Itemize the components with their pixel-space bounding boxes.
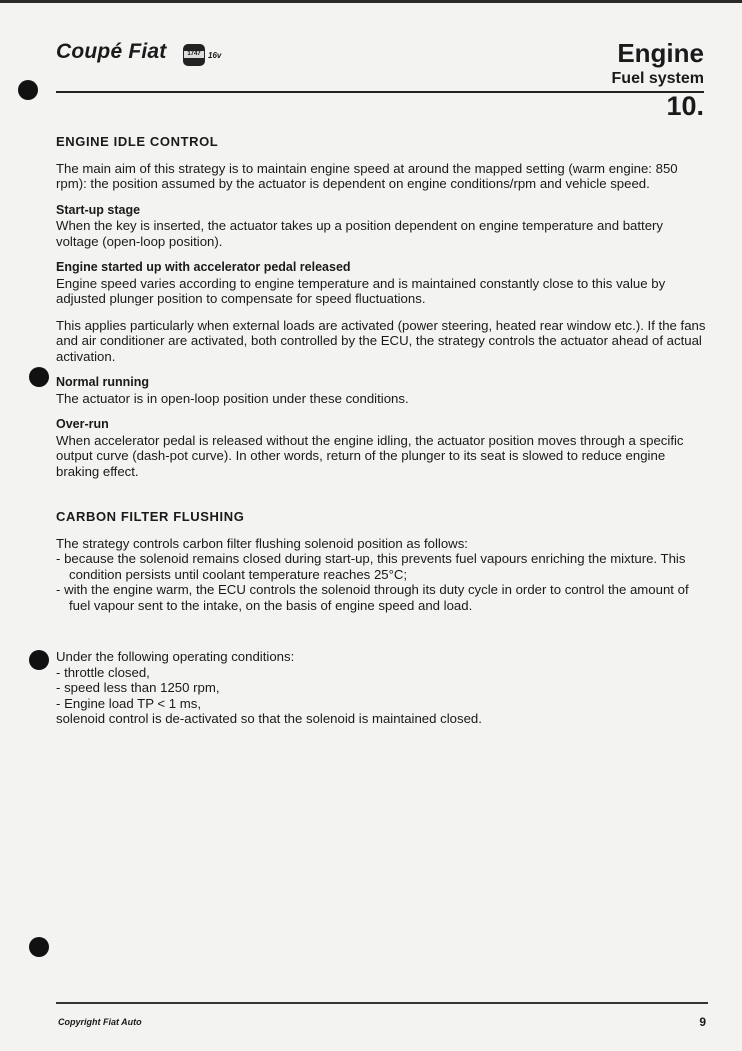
paragraph-idle-intro: The main aim of this strategy is to maintain engine speed at around the mapped setting (warm engine: 850 rpm): the position assumed by the actuator is dependent on engine conditions/rpm and vehicle speed. [56, 160, 678, 191]
heading-engine-idle-control: ENGINE IDLE CONTROL [56, 134, 219, 149]
list-item: - Engine load TP < 1 ms, [56, 696, 708, 712]
heading-pedal-released: Engine started up with accelerator pedal released [56, 260, 351, 274]
document-body [56, 134, 708, 727]
binder-hole-icon [18, 80, 38, 100]
list-item: - speed less than 1250 rpm, [56, 680, 708, 696]
list-item: - with the engine warm, the ECU controls the solenoid through its duty cycle in order to control the amount of fuel vapour sent to the intake, on the basis of engine speed and load. [56, 582, 708, 613]
brand-title: Coupé Fiat [56, 40, 167, 63]
heading-over-run: Over-run [56, 417, 109, 431]
badge-suffix: 16v [208, 51, 222, 60]
footer-copyright: Copyright Fiat Auto [58, 1017, 142, 1027]
paragraph-conditions-intro: Under the following operating conditions: [56, 649, 295, 664]
engine-badge-icon [183, 44, 205, 66]
list-item: - throttle closed, [56, 665, 708, 681]
binder-hole-icon [29, 650, 49, 670]
list-item: - because the solenoid remains closed during start-up, this prevents fuel vapours enriching the mixture. This condition persists until coolant temperature reaches 25°C; [56, 551, 708, 582]
binder-hole-icon [29, 367, 49, 387]
carbon-bullet-list [56, 551, 708, 613]
paragraph-loads: This applies particularly when external loads are activated (power steering, heated rear window etc.). If the fans and air conditioner are activated, both controlled by the ECU, the strategy controls the actuator ahead of actual activation. [56, 317, 706, 364]
paragraph-pedal: Engine speed varies according to engine temperature and is maintained constantly close to this value by adjusted plunger position to compensate for speed fluctuations. [56, 275, 666, 306]
badge-text: 1747 [184, 51, 204, 58]
page-number: 9 [699, 1015, 706, 1029]
binder-hole-icon [29, 937, 49, 957]
heading-carbon-filter: CARBON FILTER FLUSHING [56, 509, 245, 524]
heading-startup-stage: Start-up stage [56, 202, 141, 217]
paragraph-startup: When the key is inserted, the actuator takes up a position dependent on engine temperature and battery voltage (open-loop position). [56, 218, 664, 249]
top-rule [0, 0, 742, 3]
paragraph-carbon-intro: The strategy controls carbon filter flushing solenoid position as follows: [56, 535, 468, 551]
footer-rule [56, 1002, 708, 1004]
section-title: Engine [617, 38, 704, 68]
paragraph-conclusion: solenoid control is de-activated so that the solenoid is maintained closed. [56, 711, 482, 726]
paragraph-over-run: When accelerator pedal is released without the engine idling, the actuator position moves through a specific output curve (dash-pot curve). In other words, return of the plunger to its seat is slowed to reduce engine braking effect. [56, 432, 684, 479]
conditions-list [56, 665, 708, 712]
heading-normal-running: Normal running [56, 375, 150, 389]
header-rule [56, 91, 704, 93]
paragraph-normal: The actuator is in open-loop position under these conditions. [56, 390, 409, 406]
section-number: 10. [666, 91, 704, 121]
section-subtitle: Fuel system [611, 70, 704, 87]
